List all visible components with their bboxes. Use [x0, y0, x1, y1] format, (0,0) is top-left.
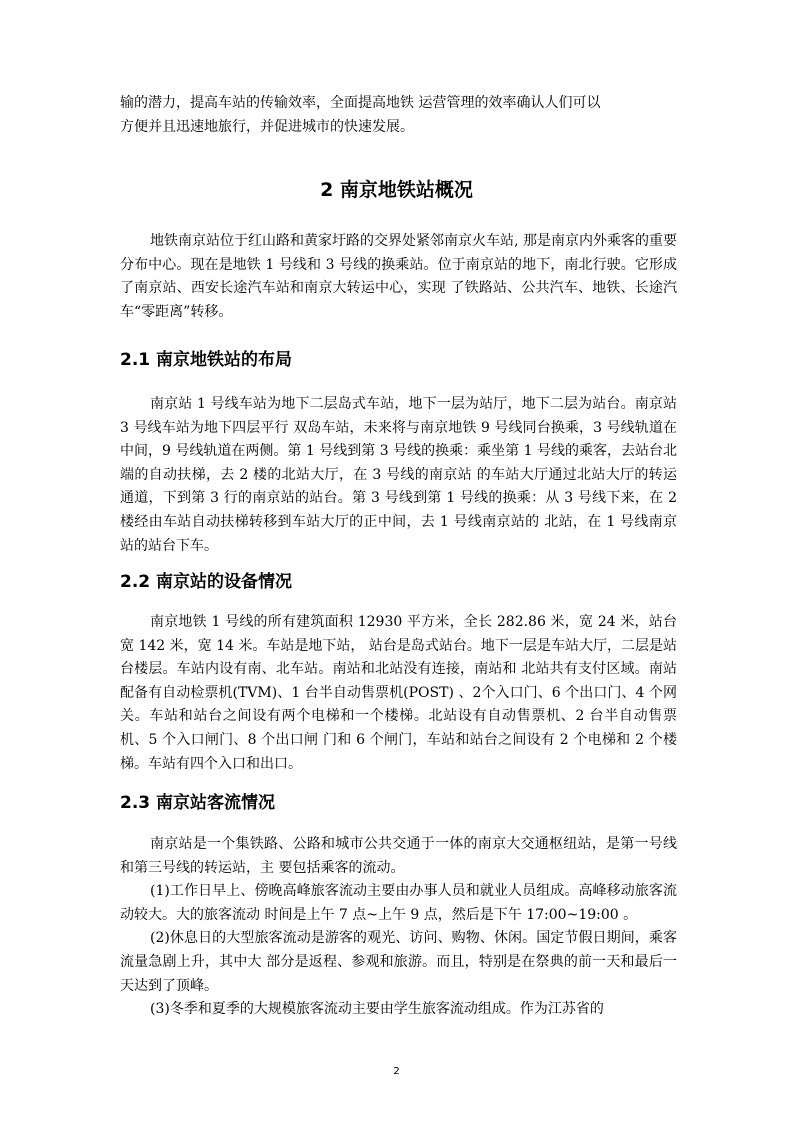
chapter-body — [120, 230, 677, 324]
chapter-paragraph: 地铁南京站位于红山路和黄家圩路的交界处紧邻南京火车站, 那是南京内外乘客的重要分布中心。现在是地铁 1 号线和 3 号线的换乘站。位于南京站的地下，南北行驶。它形成了南京站、西安长途汽车站和南京大转运中心，实现 了铁路站、公共汽车、地铁、长途汽车“零距离”转移。 — [120, 233, 677, 320]
intro-text — [120, 92, 677, 139]
section-2-3-title: 2.3 南京站客流情况 — [120, 793, 276, 813]
intro-line-2: 方便并且迅速地旅行，并促进城市的快速发展。 — [120, 118, 414, 135]
intro-line-1: 输的潜力，提高车站的传输效率，全面提高地铁 运营管理的效率确认人们可以 — [120, 95, 601, 111]
section-2-3-paragraph-2: (1)工作日早上、傍晚高峰旅客流动主要由办事人员和就业人员组成。高峰移动旅客流动较大。大的旅客流动 时间是上午 7 点~上午 9 点，然后是下午 17:00~19:00 。 — [120, 883, 677, 923]
section-2-2-body — [120, 611, 677, 776]
section-2-2-title: 2.2 南京站的设备情况 — [120, 572, 293, 592]
section-2-1-paragraph: 南京站 1 号线车站为地下二层岛式车站，地下一层为站厅，地下二层为站台。南京站 3 号线车站为地下四层平行 双岛车站，未来将与南京地铁 9 号线同台换乘，3 号线轨道在中间，9 号线轨道在两侧。第 1 号线到第 3 号线的换乘：乘坐第 1 号线的乘客，去站台北端的自动扶梯，去 2 楼的北站大厅，在 3 号线的南京站 的车站大厅通过北站大厅的转运通道，下到第 3 行的南京站的站台。第 3 号线到第 1 号线的换乘：从 3 号线下来，在 2 楼经由车站自动扶梯转移到车站大厅的正中间，去 1 号线南京站的 北站，在 1 号线南京站的站台下车。 — [120, 396, 677, 554]
section-2-3-paragraph-4: (3)冬季和夏季的大规模旅客流动主要由学生旅客流动组成。作为江苏省的 — [150, 1001, 604, 1018]
section-2-3-body — [120, 833, 677, 1022]
chapter-title: 2 南京地铁站概况 — [320, 179, 473, 201]
section-2-1-title: 2.1 南京地铁站的布局 — [120, 350, 293, 370]
section-2-1-body — [120, 393, 677, 558]
section-2-3-paragraph-1: 南京站是一个集铁路、公路和城市公共交通于一体的南京大交通枢纽站，是第一号线和第三号线的转运站，主 要包括乘客的流动。 — [120, 836, 677, 876]
section-2-3-paragraph-3: (2)休息日的大型旅客流动是游客的观光、访问、购物、休闲。国定节假日期间，乘客流量急剧上升，其中大 部分是返程、参观和旅游。而且，特别是在祭典的前一天和最后一天达到了顶峰。 — [120, 930, 677, 994]
page-number: 2 — [393, 1066, 400, 1077]
section-2-2-paragraph: 南京地铁 1 号线的所有建筑面积 12930 平方米，全长 282.86 米，宽 24 米，站台宽 142 米，宽 14 米。车站是地下站， 站台是岛式站台。地下一层是车站大厅，二层是站台楼层。车站内设有南、北车站。南站和北站没有连接，南站和 北站共有支付区域。南站配备有自动检票机(TVM)、1 台半自动售票机(POST) 、2个入口门、6 个出口门、4 个网关。车站和站台之间设有两个电梯和一个楼梯。北站设有自动售票机、2 台半自动售票机、5 个入口闸门、8 个出口闸 门和 6 个闸门，车站和站台之间设有 2 个电梯和 2 个楼梯。车站有四个入口和出口。 — [120, 614, 677, 772]
